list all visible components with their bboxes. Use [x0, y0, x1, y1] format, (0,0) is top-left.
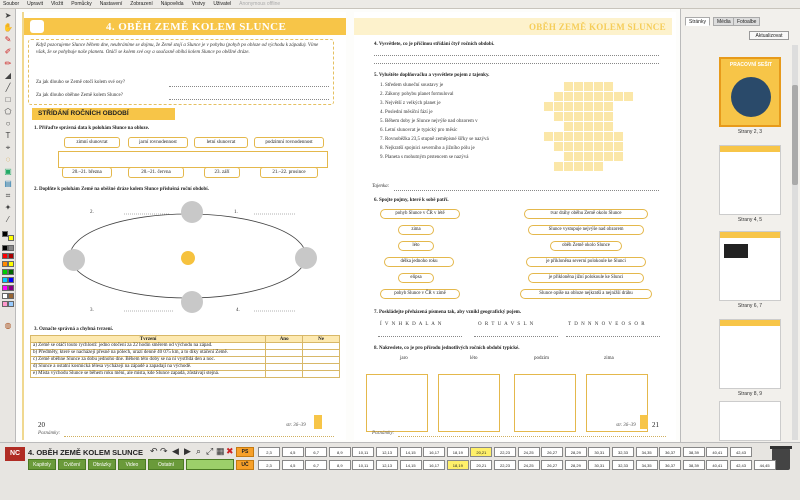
answer-line-b[interactable]: [169, 99, 329, 100]
tab-media[interactable]: Média: [713, 17, 735, 26]
crossword-cell[interactable]: [584, 132, 593, 141]
color-yellow-2-swatch[interactable]: [8, 261, 14, 267]
date-frame: [58, 151, 328, 168]
crossword-cell[interactable]: [584, 122, 593, 131]
date-pill-march[interactable]: 20.–21. března: [62, 167, 112, 178]
uc-page-button[interactable]: 32,33: [612, 460, 634, 470]
page-corner-marker: [314, 415, 322, 429]
progress-slot: [186, 459, 234, 470]
color-lightblue-swatch[interactable]: [8, 301, 14, 307]
line-icon[interactable]: ╱: [5, 83, 11, 92]
page-ref-left: str. 36–39: [286, 423, 306, 428]
term-right-6[interactable]: Slunce opíše na obloze nejkratší a nejnižší dráhu: [520, 289, 652, 299]
page-title: 4. OBĚH ZEMĚ KOLEM SLUNCE: [106, 21, 287, 33]
crossword-cell[interactable]: [594, 132, 603, 141]
ellipse-icon[interactable]: ○: [5, 119, 11, 128]
anagram-answer-3[interactable]: [566, 336, 660, 337]
answer-line-a[interactable]: [169, 86, 329, 87]
crossword-cell[interactable]: [554, 102, 563, 111]
term-left-2[interactable]: zima: [398, 225, 434, 235]
crossword-cell[interactable]: [564, 142, 573, 151]
crossword-cell[interactable]: [564, 112, 573, 121]
yes-cell[interactable]: [266, 343, 303, 350]
crossword-cell[interactable]: [554, 142, 563, 151]
uc-page-button[interactable]: 26,27: [541, 460, 563, 470]
crossword-cell[interactable]: [604, 142, 613, 151]
date-pill-december[interactable]: 21.–22. prosince: [260, 167, 318, 178]
crossword-cell[interactable]: [564, 162, 573, 171]
cursor-icon[interactable]: ➤: [4, 11, 12, 20]
palette-icon[interactable]: ◍: [4, 321, 12, 330]
orbit-diagram: [44, 198, 334, 320]
uc-page-button[interactable]: 42,43: [730, 460, 752, 470]
draw-label-autumn: podzim: [534, 356, 549, 361]
tajenka-line[interactable]: [394, 190, 659, 191]
uc-page-button[interactable]: 8,9: [329, 460, 351, 470]
ps-page-button[interactable]: 18,19: [447, 447, 469, 457]
uc-page-button[interactable]: 34,35: [636, 460, 658, 470]
color-picker-icon[interactable]: ✦: [4, 203, 12, 212]
no-cell[interactable]: [303, 343, 340, 350]
uc-page-button[interactable]: 40,41: [706, 460, 728, 470]
anagram-1: Í V N H K D A L A N: [380, 322, 443, 327]
color-darkred-swatch[interactable]: [8, 253, 14, 259]
clue-8: 8. Nejkratší spojnici severního a jižního pólu je: [380, 146, 475, 151]
uc-page-button[interactable]: 16,17: [423, 460, 445, 470]
menu-vrstvy[interactable]: Vrstvy: [191, 1, 206, 7]
back-icon[interactable]: ◀: [172, 446, 179, 456]
crossword-cell[interactable]: [594, 102, 603, 111]
eyedropper-icon[interactable]: ⁄: [7, 215, 9, 224]
refresh-button[interactable]: Aktualizovat: [749, 31, 789, 40]
clue-3: 3. Největší z velkých planet je: [380, 101, 441, 106]
nav-exercises-button[interactable]: Cvičení: [58, 459, 86, 470]
crossword-cell[interactable]: [574, 152, 583, 161]
statement-b: b) Předměty, které se nacházejí přesně na pólech, urazí denně 40 075 km, a to díky otáčení Země.: [31, 350, 266, 357]
crossword-cell[interactable]: [574, 132, 583, 141]
crossword-cell[interactable]: [564, 102, 573, 111]
crossword-cell[interactable]: [574, 122, 583, 131]
ps-page-button[interactable]: 34,35: [636, 447, 658, 457]
thumbnail-page[interactable]: [719, 231, 781, 301]
ps-page-button[interactable]: 32,33: [612, 447, 634, 457]
uc-page-button[interactable]: 14,15: [400, 460, 422, 470]
no-cell[interactable]: [303, 350, 340, 357]
table-row: [31, 371, 340, 378]
table-header-yes: Ano: [266, 336, 303, 343]
thumb-image: [724, 244, 748, 258]
crossword-cell[interactable]: [604, 132, 613, 141]
crossword-cell[interactable]: [614, 132, 623, 141]
notes-line[interactable]: [398, 436, 666, 437]
statement-e: e) Místa východu Slunce se během roku mění, ale místa, kde Slunce zapadá, zůstávají stejná.: [31, 371, 266, 378]
table-row: [31, 350, 340, 357]
page-number-right: 21: [652, 421, 659, 429]
uc-page-button[interactable]: 30,31: [588, 460, 610, 470]
hand-icon[interactable]: ✋: [3, 23, 13, 32]
thumb-header: [720, 320, 780, 326]
uc-page-button[interactable]: 6,7: [305, 460, 327, 470]
menu-soubor[interactable]: Soubor: [3, 1, 20, 7]
crop-icon[interactable]: ⌗: [5, 191, 11, 200]
crossword-cell[interactable]: [574, 82, 583, 91]
earth-position-bottom: [181, 291, 203, 313]
ps-page-button[interactable]: 16,17: [423, 447, 445, 457]
crossword-cell[interactable]: [544, 132, 553, 141]
crossword-cell[interactable]: [594, 122, 603, 131]
crossword-cell[interactable]: [584, 142, 593, 151]
yes-cell[interactable]: [266, 371, 303, 378]
table-row: [31, 343, 340, 350]
ps-page-button[interactable]: 12,13: [376, 447, 398, 457]
crossword-cell[interactable]: [584, 152, 593, 161]
thumbnail-page[interactable]: [719, 401, 781, 441]
thumb-header: [720, 232, 780, 238]
color-brown-swatch[interactable]: [8, 293, 14, 299]
page-header-bar: [354, 18, 672, 35]
left-page: [22, 12, 346, 440]
text-icon[interactable]: T: [5, 131, 11, 140]
no-cell[interactable]: [303, 364, 340, 371]
crossword-cell[interactable]: [604, 152, 613, 161]
menu-napoveda[interactable]: Nápověda: [160, 1, 184, 7]
nav-other-button[interactable]: Ostatní: [148, 459, 184, 470]
pages-panel: [680, 9, 800, 442]
uc-page-button[interactable]: 4,5: [282, 460, 304, 470]
page-corner-marker: [640, 415, 648, 429]
orbit-label-3: 3.: [90, 308, 94, 313]
ps-page-button[interactable]: 42,43: [730, 447, 752, 457]
term-right-3[interactable]: oběh Země okolo Slunce: [550, 241, 622, 251]
season-pill-winter[interactable]: zimní slunovrat: [64, 137, 120, 148]
uc-page-button[interactable]: 24,25: [518, 460, 540, 470]
draw-label-summer: léto: [470, 356, 478, 361]
task-7-heading: 7. Poskládejte přeházená písmena tak, aby vznikl geografický pojem.: [374, 310, 522, 315]
redo-icon[interactable]: ↷: [160, 446, 168, 456]
ps-page-button[interactable]: 10,11: [352, 447, 374, 457]
crossword-cell[interactable]: [604, 102, 613, 111]
ps-page-button[interactable]: 6,7: [305, 447, 327, 457]
statement-c: c) Země oběhne Slunce za dobu jednoho dne. Během této doby se na ní vystřídá den a noc.: [31, 357, 266, 364]
nc-logo: NC: [5, 447, 25, 461]
eraser-icon[interactable]: ◢: [4, 71, 12, 80]
crossword-cell[interactable]: [574, 102, 583, 111]
page-header-bar: [24, 18, 346, 35]
ps-page-button[interactable]: 28,29: [565, 447, 587, 457]
crossword-cell[interactable]: [564, 92, 573, 101]
term-left-1[interactable]: pohyb Slunce v ČR v létě: [380, 209, 460, 219]
crossword-cell[interactable]: [584, 102, 593, 111]
rectangle-icon[interactable]: □: [5, 95, 11, 104]
uc-page-button[interactable]: 36,37: [659, 460, 681, 470]
menu-uzivatel[interactable]: Uživatel: [213, 1, 232, 7]
tab-pages[interactable]: Stránky: [685, 17, 710, 26]
crossword-cell[interactable]: [564, 122, 573, 131]
uc-page-button[interactable]: 22,23: [494, 460, 516, 470]
crossword-cell[interactable]: [594, 152, 603, 161]
anagram-answer-1[interactable]: [378, 336, 462, 337]
close-icon[interactable]: ✖: [226, 446, 234, 456]
crossword-cell[interactable]: [554, 132, 563, 141]
color-purple-swatch[interactable]: [8, 285, 14, 291]
uc-page-button[interactable]: 10,11: [352, 460, 374, 470]
ps-page-button[interactable]: 26,27: [541, 447, 563, 457]
season-pill-spring[interactable]: jarní rovnodennost: [128, 137, 188, 148]
task-2-heading: 2. Doplňte k polohám Země na oběžné dráze kolem Slunce příslušná roční období.: [34, 187, 209, 192]
clue-5: 5. Během doby je Slunce nejvýše nad obzorem v: [380, 119, 478, 124]
crossword-cell[interactable]: [594, 92, 603, 101]
nav-chapters-button[interactable]: Kapitoly: [28, 459, 56, 470]
crossword-cell[interactable]: [594, 82, 603, 91]
crossword-cell[interactable]: [594, 162, 603, 171]
uc-page-button[interactable]: 18,19: [447, 460, 469, 470]
ps-page-button[interactable]: 36,37: [659, 447, 681, 457]
color-yellow-swatch[interactable]: [8, 235, 14, 241]
thumb-header: [720, 146, 780, 152]
notes-label: Poznámky:: [372, 431, 395, 436]
notes-line[interactable]: [64, 436, 334, 437]
ps-page-button[interactable]: 40,41: [706, 447, 728, 457]
menu-upravit[interactable]: Upravit: [27, 1, 43, 7]
term-right-4[interactable]: je přikloněna severní polokoule ke Slunci: [526, 257, 646, 267]
crossword-cell[interactable]: [584, 82, 593, 91]
lasso-icon[interactable]: ◌: [5, 155, 11, 164]
uc-page-button[interactable]: 12,13: [376, 460, 398, 470]
date-pill-september[interactable]: 23. září: [204, 167, 240, 178]
crossword-cell[interactable]: [574, 112, 583, 121]
anagram-2: O R T U A V S L N: [478, 322, 535, 327]
statement-a: a) Země se otáčí touto rychlostí: jedno otočení za 22 hodin směrem od východu na západ.: [31, 343, 266, 350]
term-left-3[interactable]: léto: [398, 241, 434, 251]
season-pill-summer[interactable]: letní slunovrat: [194, 137, 248, 148]
uc-page-button[interactable]: 20,21: [470, 460, 492, 470]
yes-cell[interactable]: [266, 364, 303, 371]
clue-7: 7. Rovnoběžka 23,5 stupně zeměpisné šířky se nazývá: [380, 137, 489, 142]
clue-6: 6. Letní slunovrat je typický pro měsíc: [380, 128, 458, 133]
crossword-cell[interactable]: [584, 112, 593, 121]
ps-page-button[interactable]: 14,15: [400, 447, 422, 457]
statements-table: [30, 335, 340, 378]
menu-nastaveni[interactable]: Nastavení: [99, 1, 123, 7]
table-row: [31, 364, 340, 371]
thumbnail-page[interactable]: [719, 319, 781, 389]
ps-page-button[interactable]: 38,39: [683, 447, 705, 457]
thumbnail-caption: Strany 4, 5: [737, 217, 763, 223]
thumbnail-caption: Strany 2, 3: [737, 129, 763, 135]
menu-vlozit[interactable]: Vložit: [50, 1, 64, 7]
question-a: Za jak dlouho se Země otočí kolem své osy?: [36, 80, 126, 85]
crossword-cell[interactable]: [564, 132, 573, 141]
task-1-heading: 1. Přiřaďte správná data k polohám Slunce na obloze.: [34, 126, 150, 131]
menu-bar: [0, 0, 800, 9]
crossword-cell[interactable]: [604, 122, 613, 131]
no-cell[interactable]: [303, 357, 340, 364]
clue-9: 9. Planeta s mohutným prstencem se nazývá: [380, 155, 469, 160]
crossword-cell[interactable]: [614, 92, 623, 101]
crossword-cell[interactable]: [584, 92, 593, 101]
zoom-icon[interactable]: ⌕: [196, 446, 202, 456]
no-cell[interactable]: [303, 371, 340, 378]
statement-d: d) Slunce a ostatní kosmická tělesa vycházejí na západě a zapadají na východě.: [31, 364, 266, 371]
yes-cell[interactable]: [266, 357, 303, 364]
term-left-6[interactable]: pohyb Slunce v ČR v zimě: [380, 289, 460, 299]
crossword-cell[interactable]: [604, 82, 613, 91]
orbit-label-1: 1.: [234, 210, 238, 215]
date-pill-june[interactable]: 20.–21. června: [128, 167, 184, 178]
term-right-1[interactable]: tvar dráhy oběhu Země okolo Slunce: [524, 209, 648, 219]
crossword-cell[interactable]: [574, 162, 583, 171]
crossword-cell[interactable]: [574, 142, 583, 151]
crossword-cell[interactable]: [564, 82, 573, 91]
crossword-cell[interactable]: [614, 142, 623, 151]
thumbnail-page[interactable]: [719, 145, 781, 215]
notes-label: Poznámky:: [38, 431, 61, 436]
crossword-cell[interactable]: [544, 102, 553, 111]
pen-icon[interactable]: ✎: [4, 35, 12, 44]
ps-page-button[interactable]: 20,21: [470, 447, 492, 457]
grid-icon[interactable]: ▦: [216, 446, 225, 456]
nav-video-button[interactable]: Video: [118, 459, 146, 470]
term-left-5[interactable]: elipsa: [398, 273, 434, 283]
scrollbar-thumb[interactable]: [792, 85, 798, 185]
stamp-icon[interactable]: ⌖: [5, 143, 11, 152]
draw-label-winter: zima: [604, 356, 614, 361]
question-b: Za jak dlouho oběhne Země kolem Slunce?: [36, 93, 123, 98]
right-page: [354, 12, 676, 440]
header-tab: [30, 20, 44, 33]
menu-pomucky[interactable]: Pomůcky: [71, 1, 92, 7]
chapter-title: 4. OBĚH ZEMĚ KOLEM SLUNCE: [28, 448, 144, 457]
term-right-5[interactable]: je přikloněna jižní polokoule ke Slunci: [528, 273, 644, 283]
crossword-cell[interactable]: [574, 92, 583, 101]
season-pill-autumn[interactable]: podzimní rovnodennost: [254, 137, 324, 148]
ps-page-button[interactable]: 24,25: [518, 447, 540, 457]
image-icon[interactable]: ▣: [4, 167, 12, 176]
crossword-cell[interactable]: [594, 142, 603, 151]
crossword-cell[interactable]: [624, 92, 633, 101]
book-spread: [16, 9, 680, 442]
crossword-cell[interactable]: [584, 162, 593, 171]
section-heading: STŘÍDÁNÍ ROČNÍCH OBDOBÍ: [32, 108, 175, 120]
uc-page-button[interactable]: 2,3: [258, 460, 280, 470]
yes-cell[interactable]: [266, 350, 303, 357]
cover-title: PRACOVNÍ SEŠIT: [729, 62, 773, 68]
term-right-2[interactable]: Slunce vystupuje nejvýše nad obzorem: [528, 225, 644, 235]
page-ref-right: str. 36–39: [616, 423, 636, 428]
task-4-heading: 4. Vysvětlete, co je příčinou střídání čtyř ročních období.: [374, 42, 495, 47]
undo-icon[interactable]: ↶: [150, 446, 158, 456]
highlighter-icon[interactable]: ✏: [4, 59, 12, 68]
crossword-cell[interactable]: [554, 112, 563, 121]
sun-icon: [181, 251, 195, 265]
earth-position-right: [295, 247, 317, 269]
crossword-cell[interactable]: [554, 92, 563, 101]
thumbnail-caption: Strany 8, 9: [737, 391, 763, 397]
ps-page-button[interactable]: 8,9: [329, 447, 351, 457]
color-blue-swatch[interactable]: [8, 277, 14, 283]
task-3-heading: 3. Označte správná a chybná tvrzení.: [34, 327, 114, 332]
crossword-cell[interactable]: [564, 152, 573, 161]
crossword-cell[interactable]: [604, 112, 613, 121]
clue-1: 1. Středem sluneční soustavy je: [380, 83, 444, 88]
term-left-4[interactable]: délka jednoho roku: [384, 257, 454, 267]
forward-icon[interactable]: ▶: [184, 446, 191, 456]
user-status: Anonymous offline: [239, 1, 281, 7]
bottom-bar: [0, 442, 800, 500]
draw-box-summer[interactable]: [438, 374, 500, 432]
table-header-no: Ne: [303, 336, 340, 343]
crossword-cell[interactable]: [604, 92, 613, 101]
answer-line[interactable]: [374, 55, 659, 56]
ps-page-button[interactable]: 22,23: [494, 447, 516, 457]
uc-page-button[interactable]: 38,39: [683, 460, 705, 470]
tab-photoalbum[interactable]: Fotoalbe: [733, 17, 760, 26]
task-8-heading: 8. Nakreslete, co je pro přírodu jednotlivých ročních období typické.: [374, 346, 520, 351]
crossword-cell[interactable]: [594, 112, 603, 121]
ps-label: PS: [236, 447, 254, 457]
task-6-heading: 6. Spojte pojmy, které k sobě patří.: [374, 198, 449, 203]
draw-label-spring: jaro: [400, 356, 408, 361]
anagram-answer-2[interactable]: [474, 336, 558, 337]
nav-images-button[interactable]: Obrázky: [88, 459, 116, 470]
intro-text: Když pozorujeme Slunce během dne, neubráníme se dojmu, že Země stojí a Slunce je v pohybu (pohyb po obloze od východu k západu). Víme však, že se pohybuje naše planeta. Otáčí se kolem své osy a současně obíhá kolem Slunce po oběžné dráze.: [36, 43, 319, 55]
screen-capture-icon[interactable]: ▤: [4, 179, 12, 188]
page-title: OBĚH ZEMĚ KOLEM SLUNCE: [529, 22, 666, 32]
polygon-icon[interactable]: ⬠: [4, 107, 12, 116]
earth-position-top: [181, 201, 203, 223]
table-header-statement: Tvrzení: [31, 336, 266, 343]
answer-line[interactable]: [374, 63, 659, 64]
uc-page-button[interactable]: 28,29: [565, 460, 587, 470]
color-darkgreen-swatch[interactable]: [8, 269, 14, 275]
ps-page-button[interactable]: 4,5: [282, 447, 304, 457]
fit-page-icon[interactable]: ⤢: [206, 446, 214, 456]
draw-box-spring[interactable]: [366, 374, 428, 432]
crossword-cell[interactable]: [554, 162, 563, 171]
orbit-label-2: 2.: [90, 210, 94, 215]
marker-icon[interactable]: ✐: [4, 47, 12, 56]
thumbnail-cover[interactable]: [719, 57, 781, 127]
menu-zobrazeni[interactable]: Zobrazení: [130, 1, 153, 7]
globe-image: [731, 77, 771, 117]
ps-page-button[interactable]: 30,31: [588, 447, 610, 457]
uc-page-button[interactable]: 44,45: [754, 460, 776, 470]
page-number-left: 20: [38, 421, 45, 429]
color-gray-swatch[interactable]: [8, 245, 14, 251]
tool-palette: [0, 9, 16, 442]
uc-label: UČ: [236, 460, 254, 470]
orbit-label-4: 4.: [236, 308, 240, 313]
crossword-cell[interactable]: [614, 152, 623, 161]
thumbnail-caption: Strany 6, 7: [737, 303, 763, 309]
anagram-3: T D N N N O V E O S O R: [568, 322, 646, 327]
ps-page-button[interactable]: 2,3: [258, 447, 280, 457]
panel-scrollbar[interactable]: [792, 45, 798, 440]
task-5-heading: 5. Vyluštěte doplňovačku a vysvětlete pojem z tajenky.: [374, 73, 490, 78]
tajenka-label: Tajenka:: [372, 184, 390, 189]
draw-box-autumn[interactable]: [514, 374, 576, 432]
clue-2: 2. Zákony pohybu planet formuloval: [380, 92, 454, 97]
clue-4: 4. Poslední měsíční fází je: [380, 110, 433, 115]
earth-position-left: [63, 249, 85, 271]
table-row: [31, 357, 340, 364]
